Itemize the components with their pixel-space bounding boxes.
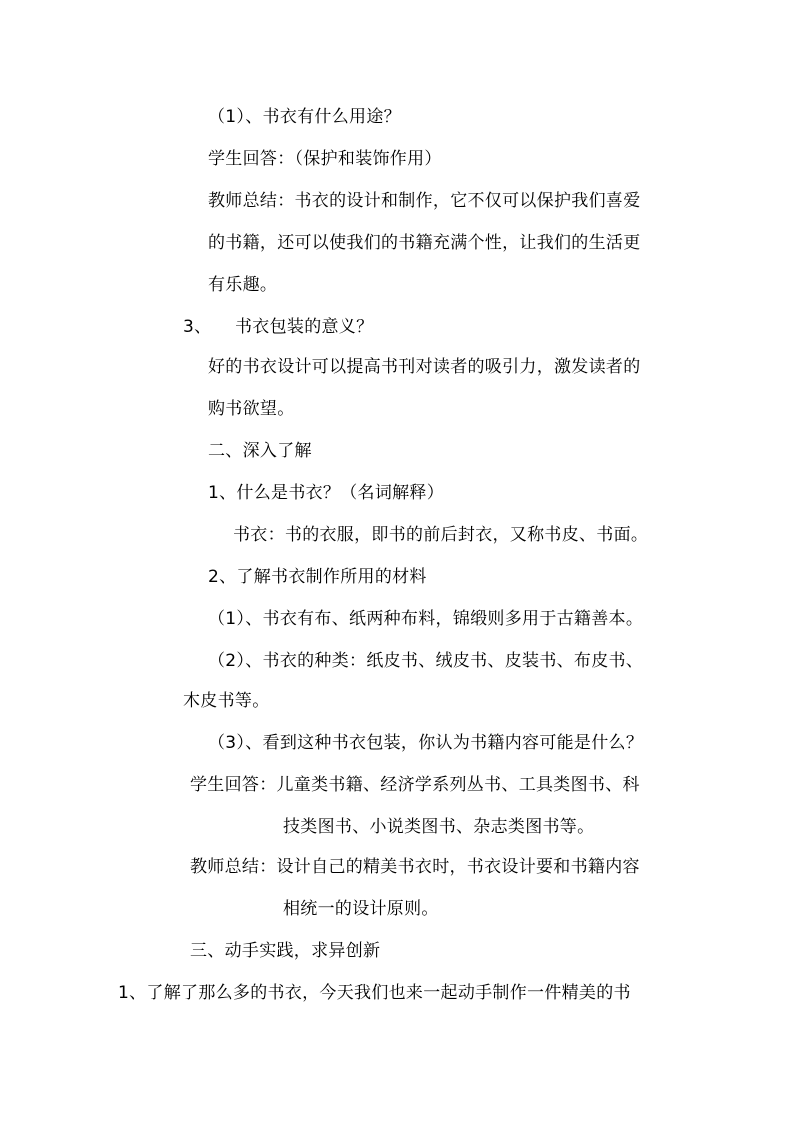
text-line: 相统一的设计原则。 — [283, 899, 439, 919]
text-line: 教师总结：设计自己的精美书衣时，书衣设计要和书籍内容 — [190, 857, 640, 877]
text-line: 教师总结：书衣的设计和制作，它不仅可以保护我们喜爱 — [208, 191, 641, 211]
text-line: 木皮书等。 — [183, 691, 270, 711]
text-line: 书衣：书的衣服，即书的前后封衣，又称书皮、书面。 — [233, 525, 649, 545]
text-line: 学生回答：（保护和装饰作用） — [208, 149, 442, 169]
text-line: （1）、书衣有布、纸两种布料，锦缎则多用于古籍善本。 — [208, 609, 644, 629]
section-heading: 二、深入了解 — [208, 441, 312, 461]
text-line: 2、了解书衣制作所用的材料 — [208, 567, 427, 587]
text-line: 学生回答：儿童类书籍、经济学系列丛书、工具类图书、科 — [190, 775, 640, 795]
text-line: 1、了解了那么多的书衣，今天我们也来一起动手制作一件精美的书 — [118, 983, 631, 1003]
text-line: （1）、书衣有什么用途？ — [208, 107, 401, 127]
text-line: 1、什么是书衣？（名词解释） — [208, 483, 445, 503]
text-line: 有乐趣。 — [208, 275, 278, 295]
text-line: 技类图书、小说类图书、杂志类图书等。 — [283, 817, 595, 837]
list-number: 3、 — [183, 317, 212, 337]
text-line: 购书欲望。 — [208, 399, 295, 419]
text-line: （3）、看到这种书衣包装，你认为书籍内容可能是什么？ — [208, 733, 644, 753]
section-heading: 三、动手实践，求异创新 — [190, 941, 381, 961]
text-line: 的书籍，还可以使我们的书籍充满个性，让我们的生活更 — [208, 233, 641, 253]
text-line: 好的书衣设计可以提高书刊对读者的吸引力，激发读者的 — [208, 357, 641, 377]
text-line: 书衣包装的意义？ — [235, 317, 374, 337]
text-line: （2）、书衣的种类：纸皮书、绒皮书、皮装书、布皮书、 — [208, 651, 644, 671]
